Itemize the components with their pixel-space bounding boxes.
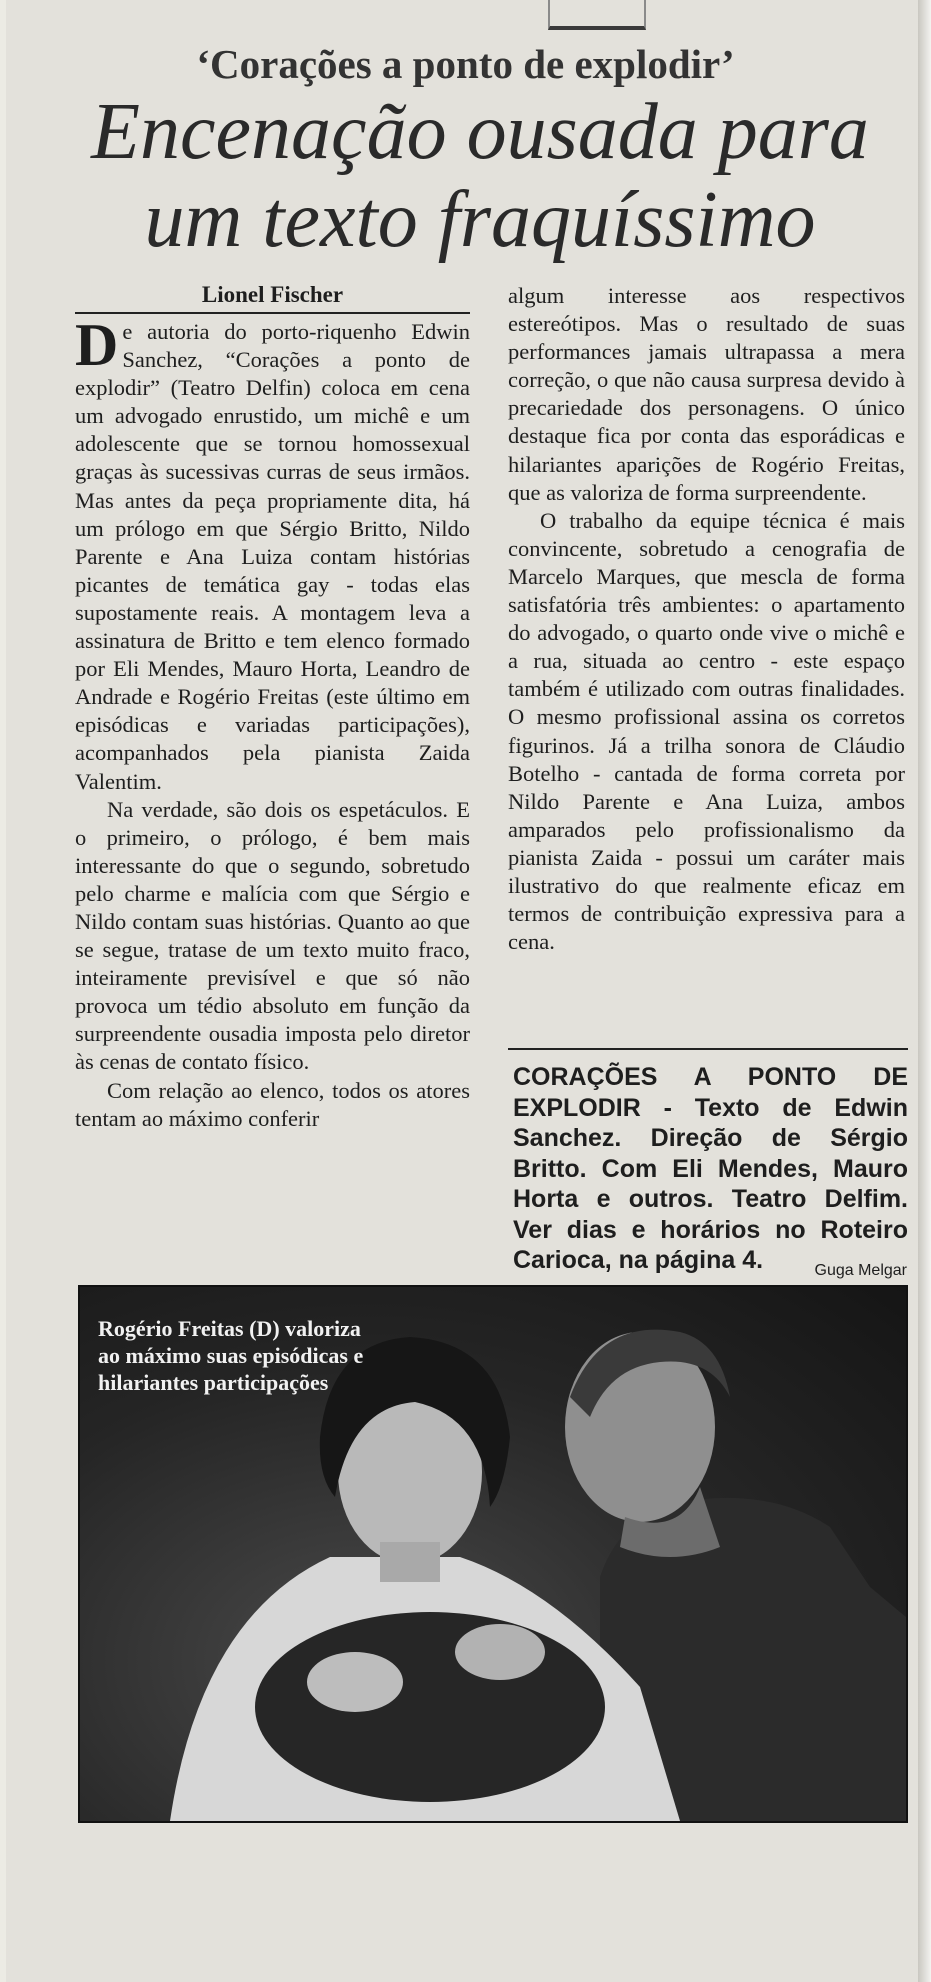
photo-credit: Guga Melgar (814, 1262, 907, 1279)
column-right (508, 282, 905, 956)
photo-caption: Rogério Freitas (D) valoriza ao máximo suas episódicas e hilariantes participações (98, 1316, 364, 1395)
headline-line-1: Encenação ousada para (91, 88, 869, 176)
paragraph-1 (75, 312, 470, 796)
paragraph-3-start: Com relação ao elenco, todos os atores tentam ao máximo conferir (75, 1077, 470, 1131)
article-photo (78, 1285, 908, 1823)
column-left (75, 312, 470, 1133)
article-kicker: ‘Corações a ponto de explodir’ (196, 41, 735, 87)
headline-line-2: um texto fraquíssimo (144, 176, 816, 264)
paragraph-3-continued: algum interesse aos respectivos estereótipos. Mas o resultado de suas performances jamais ultrapassa a mera correção, o que não causa surpresa devido à precariedade dos personagens. O único destaque fica por conta das esporádicas e hilariantes aparições de Rogério Freitas, que as valoriza de forma surpreendente. (508, 283, 905, 505)
production-credits: CORAÇÕES A PONTO DE EXPLODIR - Texto de Edwin Sanchez. Direção de Sérgio Britto. Com Eli Mendes, Mauro Horta e outros. Teatro Delfim. Ver dias e horários no Roteiro Carioca, na página 4. (513, 1063, 908, 1274)
credits-divider (508, 1048, 908, 1050)
paragraph-2: Na verdade, são dois os espetáculos. E o primeiro, o prólogo, é bem mais interessante do que o segundo, sobretudo pelo charme e malícia com que Sérgio e Nildo contam suas histórias. Quanto ao que se segue, tratase de um texto muito fraco, inteiramente previsível e que só não provoca um tédio absoluto em função da surpreendente ousadia imposta pelo diretor às cenas de contato físico. (75, 796, 470, 1075)
drop-cap: D (75, 312, 119, 378)
paper-edge (918, 0, 931, 1982)
paragraph-4: O trabalho da equipe técnica é mais convincente, sobretudo a cenografia de Marcelo Marques, que mescla de forma satisfatória três ambientes: o apartamento do advogado, o quarto onde vive o michê e a rua, situada ao centro - este espaço também é utilizado com outras finalidades. O mesmo profissional assina os corretos figurinos. Já a trilha sonora de Cláudio Botelho - cantada de forma correta por Nildo Parente e Ana Luiza, ambos amparados pelo profissionalismo da pianista Zaida - possui um caráter mais ilustrativo do que realmente eficaz em termos de contribuição expressiva para a cena. (508, 507, 905, 955)
byline: Lionel Fischer (75, 282, 470, 314)
top-tab-mark (548, 0, 646, 30)
paragraph-1-text: e autoria do porto-riquenho Edwin Sanchez, “Corações a ponto de explodir” (Teatro Delfin) coloca em cena um advogado enrustido, um michê e um adolescente que se tornou homossexual graças às sucessivas curras de seus irmãos. Mas antes da peça propriamente dita, há um prólogo em que Sérgio Britto, Nildo Parente e Ana Luiza contam histórias picantes de temática gay - todas elas supostamente reais. A montagem leva a assinatura de Britto e tem elenco formado por Eli Mendes, Mauro Horta, Leandro de Andrade e Rogério Freitas (este último em episódicas e variadas participações), acompanhados pela pianista Zaida Valentim. (75, 319, 470, 794)
article-headline (60, 88, 900, 264)
